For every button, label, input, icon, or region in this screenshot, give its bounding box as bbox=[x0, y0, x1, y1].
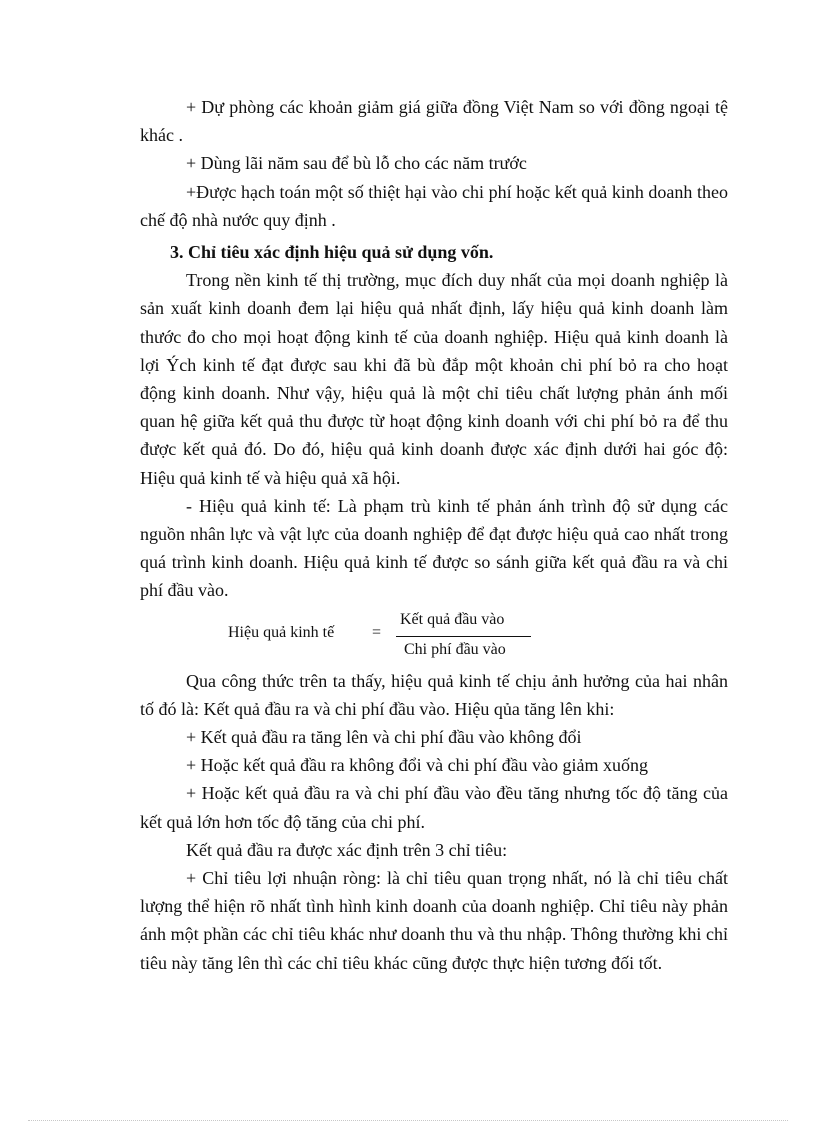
efficiency-formula bbox=[140, 611, 728, 667]
paragraph-net-profit: + Chỉ tiêu lợi nhuận ròng: là chỉ tiêu quan trọng nhất, nó là chỉ tiêu chất lượng thể hiện rõ nhất tình hình kinh doanh của doanh nghiệp. Chỉ tiêu này phản ánh một phần các chỉ tiêu khác như doanh thu và thu nhập. Thông thường khi chỉ tiêu này tăng lên thì các chỉ tiêu khác cũng được thực hiện tương đối tốt. bbox=[140, 868, 728, 973]
paragraph-case-1: + Kết quả đầu ra tăng lên và chi phí đầu vào không đổi bbox=[186, 727, 582, 748]
formula-equals: = bbox=[372, 623, 382, 641]
page-bottom-divider bbox=[28, 1120, 788, 1121]
paragraph-market-economy: Trong nền kinh tế thị trường, mục đích duy nhất của mọi doanh nghiệp là sản xuất kinh doanh đem lại hiệu quả nhất định, lấy hiệu quả kinh doanh làm thước đo cho mọi hoạt động kinh tế của doanh nghiệp. Hiệu quả kinh doanh là lợi Ých kinh tế đạt được sau khi đã bù đắp một khoản chi phí bỏ ra cho hoạt động kinh doanh. Như vậy, hiệu quả là một chỉ tiêu chất lượng phản ánh mối quan hệ giữa kết quả thu được từ hoạt động kinh doanh với chi phí bỏ ra để thu được kết quả đó. Do đó, hiệu quả kinh doanh được xác định dưới hai góc độ: Hiệu quả kinh tế và hiệu quả xã hội. bbox=[140, 270, 728, 488]
paragraph-case-2: + Hoặc kết quả đầu ra không đổi và chi phí đầu vào giảm xuống bbox=[186, 755, 649, 776]
paragraph-provision: + Dự phòng các khoản giảm giá giữa đồng Việt Nam so với đồng ngoại tệ khác . bbox=[140, 97, 728, 146]
section-heading: 3. Chỉ tiêu xác định hiệu quả sử dụng vốn. bbox=[170, 242, 494, 263]
formula-lhs: Hiệu quả kinh tế bbox=[228, 623, 335, 641]
paragraph-profit-offset: + Dùng lãi năm sau để bù lỗ cho các năm trước bbox=[186, 153, 527, 174]
paragraph-damage-accounting: +Được hạch toán một số thiệt hại vào chi phí hoặc kết quả kinh doanh theo chế độ nhà nước quy định . bbox=[140, 181, 728, 230]
formula-numerator: Kết quả đầu vào bbox=[400, 610, 505, 628]
document-page bbox=[140, 93, 728, 977]
paragraph-economic-efficiency: - Hiệu quả kinh tế: Là phạm trù kinh tế phản ánh trình độ sử dụng các nguồn nhân lực và vật lực của doanh nghiệp để đạt được hiệu quả cao nhất trong quá trình kinh doanh. Hiệu quả kinh tế được so sánh giữa kết quả đầu ra và chi phí đầu vào. bbox=[140, 495, 728, 601]
fraction-bar bbox=[396, 636, 531, 637]
paragraph-case-3: + Hoặc kết quả đầu ra và chi phí đầu vào đều tăng nhưng tốc độ tăng của kết quả lớn hơn tốc độ tăng của chi phí. bbox=[140, 783, 728, 832]
formula-denominator: Chi phí đầu vào bbox=[404, 640, 506, 658]
paragraph-formula-explanation: Qua công thức trên ta thấy, hiệu quả kinh tế chịu ảnh hưởng của hai nhân tố đó là: Kết quả đầu ra và chi phí đầu vào. Hiệu qủa tăng lên khi: bbox=[140, 670, 728, 719]
paragraph-output-criteria: Kết quả đầu ra được xác định trên 3 chỉ tiêu: bbox=[186, 839, 508, 860]
